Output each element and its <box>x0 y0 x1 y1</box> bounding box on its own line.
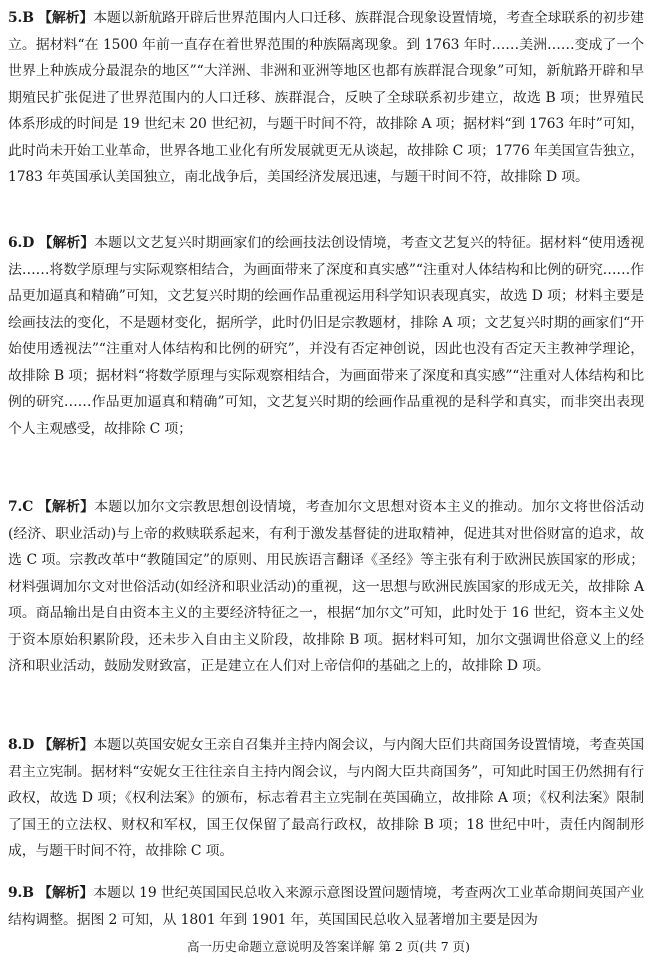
answer-item-7 <box>8 494 644 680</box>
question-number: 7.C <box>8 499 34 515</box>
answer-item-6 <box>8 230 644 442</box>
analysis-tag: 【解析】 <box>38 885 94 901</box>
question-number: 8.D <box>8 737 35 753</box>
page-footer: 高一历史命题立意说明及答案详解 第 2 页(共 7 页) <box>186 939 471 954</box>
analysis-text: 本题以加尔文宗教思想创设情境，考查加尔文思想对资本主义的推动。加尔文将世俗活动(经济、职业活动)与上帝的救赎联系起来，有利于激发基督徒的进取精神，促进其对世俗财富的追求，故选 C 项。宗教改革中“教随国定”的原则、用民族语言翻译《圣经》等主张有利于欧洲民族国家的形成；材料强调加尔文对世俗活动(如经济和职业活动)的重视，这一思想与欧洲民族国家的形成无关，故排除 A 项。商品输出是自由资本主义的主要经济特征之一，根据“加尔文”可知，此时处于 16 世纪，资本主义处于资本原始积累阶段，还未步入自由主义阶段，故排除 B 项。据材料可知，加尔文强调世俗意义上的经济和职业活动，鼓励发财致富，正是建立在人们对上帝信仰的基础之上的，故排除 D 项。 <box>8 499 645 674</box>
analysis-tag: 【解析】 <box>38 235 95 251</box>
answer-item-5 <box>8 5 644 191</box>
analysis-tag: 【解析】 <box>37 499 95 515</box>
analysis-text: 本题以英国安妮女王亲自召集并主持内阁会议，与内阁大臣们共商国务设置情境，考查英国君主立宪制。据材料“安妮女王往往亲自主持内阁会议，与内阁大臣共商国务”，可知此时国王仍然拥有行政权，故选 D 项；《权利法案》的颁布，标志着君主立宪制在英国确立，故排除 A 项；《权利法案》限制了国王的立法权、财权和军权，国王仅保留了最高行政权，故排除 B 项；18 世纪中叶，责任内阁制形成，与题干时间不符，故排除 C 项。 <box>8 737 644 859</box>
analysis-text: 本题以新航路开辟后世界范围内人口迁移、族群混合现象设置情境，考查全球联系的初步建立。据材料“在 1500 年前一直存在着世界范围的种族隔离现象。到 1763 年时……美洲……变成了一个世界上种族成分最混杂的地区”“大洋洲、非洲和亚洲等地区也都有族群混合现象”可知，新航路开辟和早期殖民扩张促进了世界范围内的人口迁移、族群混合，反映了全球联系初步建立，故选 B 项；世界殖民体系形成的时间是 19 世纪末 20 世纪初，与题干时间不符，故排除 A 项；据材料“到 1763 年时”可知，此时尚未开始工业革命，世界各地工业化有所发展就更无从谈起，故排除 C 项；1776 年美国宣告独立，1783 年英国承认美国独立，南北战争后，美国经济发展迅速，与题干时间不符，故排除 D 项。 <box>8 10 644 185</box>
analysis-text: 本题以文艺复兴时期画家们的绘画技法创设情境，考查文艺复兴的特征。据材料“使用透视法……将数学原理与实际观察相结合，为画面带来了深度和真实感”“注重对人体结构和比例的研究……作品更加逼真和精确”可知，文艺复兴时期的绘画作品重视运用科学知识表现真实，故选 D 项；材料主要是绘画技法的变化，不是题材变化，据所学，此时仍旧是宗教题材，排除 A 项；文艺复兴时期的画家们“开始使用透视法”“注重对人体结构和比例的研究”，并没有否定神创说，因此也没有否定天主教神学理论，故排除 B 项；据材料“将数学原理与实际观察相结合，为画面带来了深度和真实感”“注重对人体结构和比例的研究……作品更加逼真和精确”可知，文艺复兴时期的绘画作品重视的是科学和真实，而非突出表现个人主观感受，故排除 C 项； <box>8 235 645 437</box>
question-number: 6.D <box>8 235 35 251</box>
question-number: 9.B <box>8 885 34 901</box>
question-number: 5.B <box>8 10 34 26</box>
answer-item-8 <box>8 732 644 865</box>
analysis-tag: 【解析】 <box>38 10 94 26</box>
answer-item-9 <box>8 880 644 933</box>
analysis-text: 本题以 19 世纪英国国民总收入来源示意图设置问题情境，考查两次工业革命期间英国产业结构调整。据图 2 可知，从 1801 年到 1901 年，英国国民总收入显著增加主要是因为 <box>8 885 645 928</box>
analysis-tag: 【解析】 <box>38 737 94 753</box>
